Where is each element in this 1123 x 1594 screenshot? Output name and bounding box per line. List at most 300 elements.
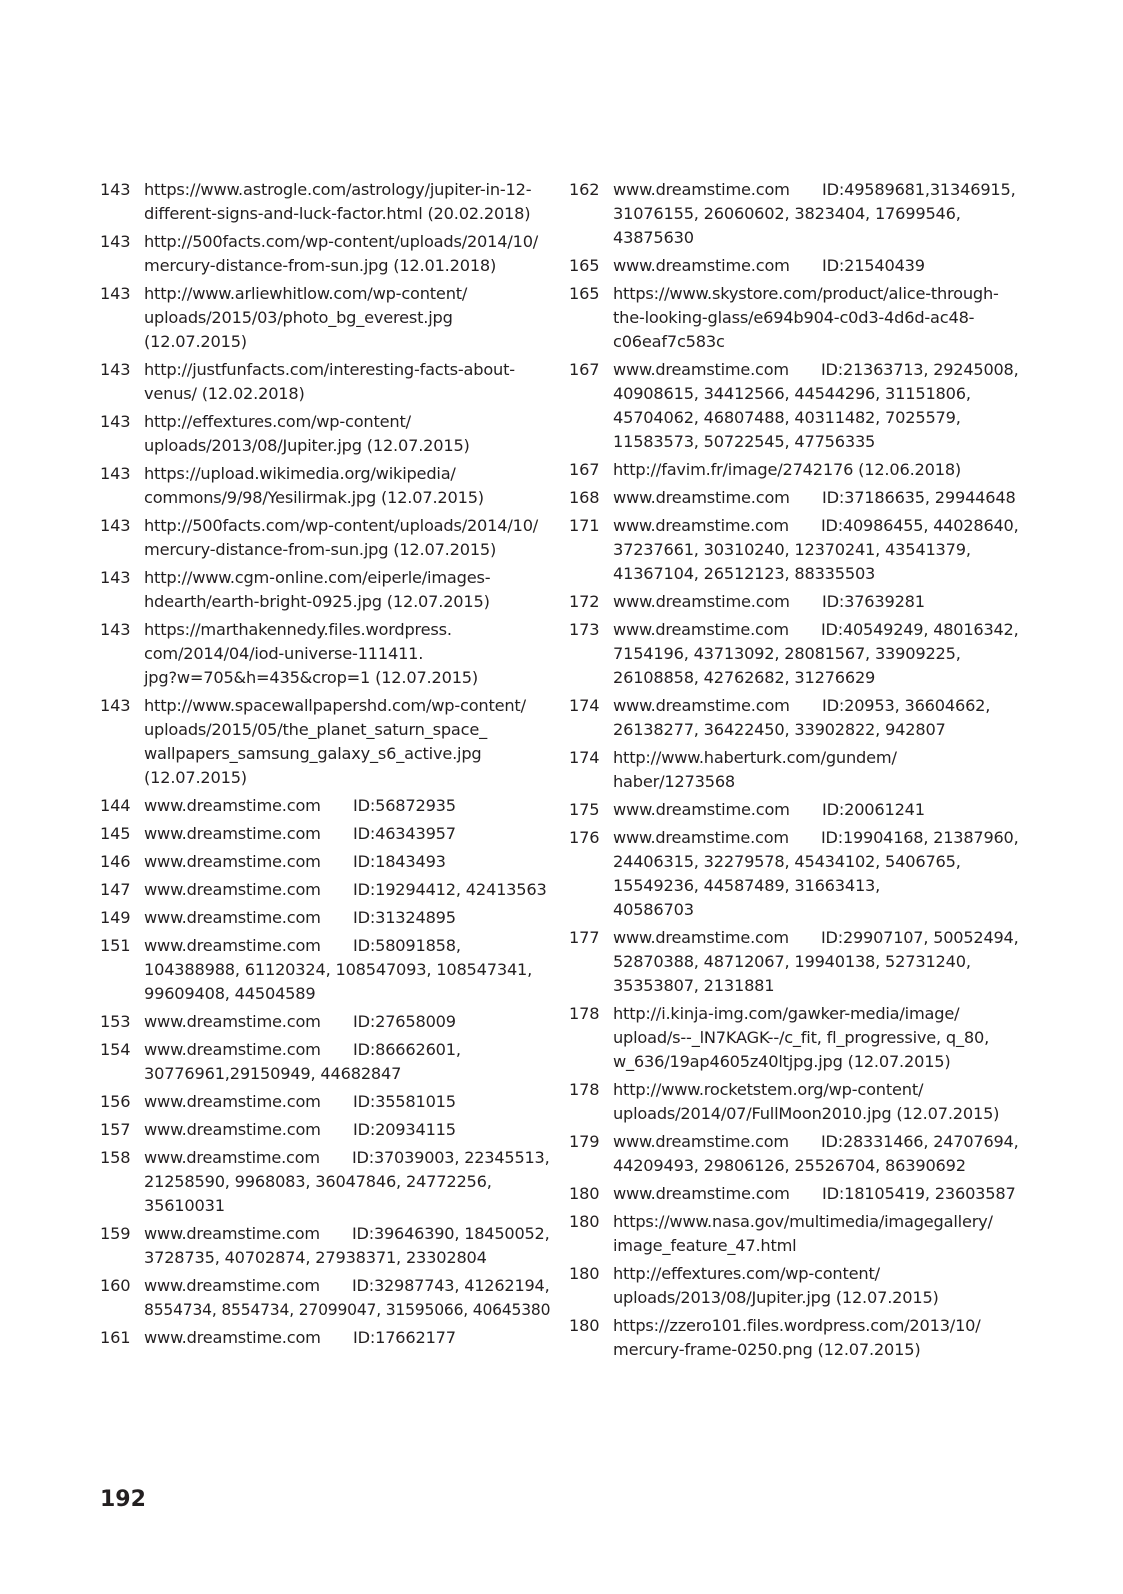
reference-line-text: 26138277, 36422450, 33902822, 942807 [613, 720, 946, 739]
page-ref-number: 178 [569, 1004, 600, 1023]
reference-line [613, 666, 1019, 690]
reference-line [144, 1090, 550, 1114]
reference-entry [569, 618, 1019, 690]
source-site: www.dreamstime.com [613, 800, 790, 819]
page-ref-number: 174 [569, 696, 600, 715]
reference-line-text: 31076155, 26060602, 3823404, 17699546, [613, 204, 961, 223]
reference-text [144, 1010, 550, 1034]
reference-line-text: mercury-distance-from-sun.jpg (12.01.2018) [144, 256, 497, 275]
reference-entry [100, 794, 550, 818]
reference-line [613, 430, 1019, 454]
source-site: www.dreamstime.com [144, 1040, 321, 1059]
reference-line [144, 934, 550, 958]
reference-line-text: http://www.arliewhitlow.com/wp-content/ [144, 284, 468, 303]
reference-line [144, 1146, 548, 1170]
reference-line [613, 1314, 1019, 1338]
reference-line-text: ID:49589681,31346915, [822, 180, 1016, 199]
reference-entry [100, 1326, 550, 1350]
reference-text [613, 798, 1019, 822]
reference-line [144, 202, 550, 226]
page-ref-number: 167 [569, 360, 600, 379]
reference-line [613, 590, 1019, 614]
reference-line [613, 1130, 1017, 1154]
reference-line [613, 282, 1019, 306]
page-ref-number: 160 [100, 1276, 131, 1295]
reference-line-text: 40586703 [613, 900, 694, 919]
reference-line [144, 1062, 550, 1086]
reference-text [613, 826, 1019, 922]
source-site: www.dreamstime.com [144, 1224, 320, 1243]
reference-line [613, 1154, 1019, 1178]
page-ref-number: 143 [100, 360, 131, 379]
reference-line-text: https://marthakennedy.files.wordpress. [144, 620, 452, 639]
reference-entry [100, 1274, 550, 1322]
reference-line-text: ID:18105419, 23603587 [822, 1184, 1016, 1203]
reference-entry [569, 282, 1019, 354]
page-number: 192 [100, 1487, 146, 1512]
reference-line-text: ID:17662177 [353, 1328, 456, 1347]
source-site: www.dreamstime.com [144, 1328, 321, 1347]
source-site: www.dreamstime.com [144, 1012, 321, 1031]
page-ref-number: 143 [100, 516, 131, 535]
reference-line-text: https://zzero101.files.wordpress.com/2013/10/ [613, 1316, 981, 1335]
reference-text [144, 822, 550, 846]
reference-line-text: 24406315, 32279578, 45434102, 5406765, [613, 852, 961, 871]
reference-line [613, 1338, 1019, 1362]
reference-line [144, 358, 550, 382]
reference-entry [100, 462, 550, 510]
reference-line-text: ID:86662601, [353, 1040, 461, 1059]
reference-text [613, 590, 1019, 614]
reference-line-text: ID:46343957 [353, 824, 456, 843]
reference-line [144, 718, 550, 742]
reference-entry [100, 514, 550, 562]
reference-line-text: http://www.cgm-online.com/eiperle/images- [144, 568, 491, 587]
reference-line-text: ID:39646390, 18450052, [351, 1224, 550, 1243]
reference-line [144, 178, 550, 202]
page-ref-number: 165 [569, 284, 600, 303]
reference-line [144, 618, 550, 642]
page-ref-number: 161 [100, 1328, 131, 1347]
reference-line [144, 382, 550, 406]
reference-line-text: different-signs-and-luck-factor.html (20.02.2018) [144, 204, 531, 223]
page-ref-number: 165 [569, 256, 600, 275]
page-ref-number: 143 [100, 620, 131, 639]
reference-line-text: 44209493, 29806126, 25526704, 86390692 [613, 1156, 966, 1175]
page-ref-number: 176 [569, 828, 600, 847]
reference-entry [569, 178, 1019, 250]
reference-line-text: http://i.kinja-img.com/gawker-media/image/ [613, 1004, 960, 1023]
source-site: www.dreamstime.com [613, 360, 789, 379]
page-ref-number: 143 [100, 284, 131, 303]
reference-line [144, 590, 550, 614]
reference-line-text: ID:31324895 [353, 908, 456, 927]
reference-line-text: uploads/2013/08/Jupiter.jpg (12.07.2015) [613, 1288, 939, 1307]
reference-line [144, 514, 550, 538]
reference-line [144, 1326, 550, 1350]
reference-entry [100, 1090, 550, 1114]
reference-line-text: ID:40549249, 48016342, [820, 620, 1019, 639]
reference-line [144, 306, 550, 330]
reference-line [144, 1010, 550, 1034]
reference-line [613, 926, 1017, 950]
reference-line [144, 230, 550, 254]
reference-line [613, 850, 1019, 874]
reference-line-text: ID:19904168, 21387960, [820, 828, 1019, 847]
reference-line-text: upload/s--_lN7KAGK--/c_fit, fl_progressive, q_80, [613, 1028, 990, 1047]
reference-entry [569, 514, 1019, 586]
reference-text [613, 694, 1019, 742]
reference-line [144, 538, 550, 562]
page-ref-number: 143 [100, 180, 131, 199]
reference-line [144, 906, 550, 930]
page-ref-number: 175 [569, 800, 600, 819]
reference-line-text: ID:56872935 [353, 796, 456, 815]
reference-line-text: ID:21363713, 29245008, [820, 360, 1019, 379]
reference-line-text: ID:37186635, 29944648 [822, 488, 1016, 507]
reference-line-text: c06eaf7c583c [613, 332, 725, 351]
reference-text [144, 1146, 550, 1218]
reference-line [613, 306, 1019, 330]
reference-entry [100, 410, 550, 458]
page-ref-number: 178 [569, 1080, 600, 1099]
reference-line-text: 30776961,29150949, 44682847 [144, 1064, 402, 1083]
reference-line [613, 642, 1019, 666]
reference-text [144, 1222, 550, 1270]
reference-line [613, 382, 1019, 406]
page-ref-number: 143 [100, 568, 131, 587]
reference-line-text: ID:32987743, 41262194, [351, 1276, 550, 1295]
source-site: www.dreamstime.com [144, 936, 321, 955]
reference-entry [100, 934, 550, 1006]
reference-entry [569, 1210, 1019, 1258]
source-site: www.dreamstime.com [613, 620, 789, 639]
reference-line [144, 254, 550, 278]
reference-line-text: haber/1273568 [613, 772, 736, 791]
reference-text [144, 178, 550, 226]
reference-entry [569, 746, 1019, 794]
page-ref-number: 180 [569, 1316, 600, 1335]
reference-line-text: ID:35581015 [353, 1092, 456, 1111]
reference-line [613, 974, 1019, 998]
page-ref-number: 162 [569, 180, 600, 199]
reference-line-text: 104388988, 61120324, 108547093, 108547341, [144, 960, 533, 979]
reference-line-text: uploads/2013/08/Jupiter.jpg (12.07.2015) [144, 436, 470, 455]
page-ref-number: 167 [569, 460, 600, 479]
reference-line [144, 822, 550, 846]
reference-line [144, 958, 550, 982]
reference-line-text: ID:29907107, 50052494, [820, 928, 1019, 947]
source-site: www.dreamstime.com [613, 928, 789, 947]
reference-text [144, 462, 550, 510]
source-site: www.dreamstime.com [144, 908, 321, 927]
reference-text [144, 410, 550, 458]
reference-text [144, 514, 550, 562]
reference-line [613, 826, 1017, 850]
reference-line [613, 562, 1019, 586]
reference-line [613, 1262, 1019, 1286]
source-site: www.dreamstime.com [144, 824, 321, 843]
reference-line [144, 766, 550, 790]
reference-line [613, 1026, 1019, 1050]
reference-entry [100, 566, 550, 614]
reference-line-text: 7154196, 43713092, 28081567, 33909225, [613, 644, 961, 663]
reference-line [613, 1078, 1019, 1102]
reference-line-text: 37237661, 30310240, 12370241, 43541379, [613, 540, 971, 559]
reference-line-text: (12.07.2015) [144, 332, 247, 351]
reference-text [613, 458, 1019, 482]
reference-text [613, 1314, 1019, 1362]
reference-line-text: ID:1843493 [353, 852, 446, 871]
reference-line-text: com/2014/04/iod-universe-111411. [144, 644, 424, 663]
source-site: www.dreamstime.com [613, 516, 789, 535]
reference-line [613, 898, 1019, 922]
reference-text [613, 282, 1019, 354]
reference-entry [100, 230, 550, 278]
reference-line [144, 1038, 550, 1062]
page-ref-number: 177 [569, 928, 600, 947]
reference-line [144, 642, 550, 666]
reference-line-text: commons/9/98/Yesilirmak.jpg (12.07.2015) [144, 488, 484, 507]
reference-line-text: https://www.nasa.gov/multimedia/imagegallery/ [613, 1212, 993, 1231]
reference-line-text: venus/ (12.02.2018) [144, 384, 305, 403]
reference-text [144, 1274, 550, 1322]
reference-entry [569, 358, 1019, 454]
reference-line [613, 202, 1019, 226]
reference-line-text: ID:37639281 [822, 592, 925, 611]
reference-line [144, 666, 550, 690]
reference-line-text: ID:20953, 36604662, [822, 696, 991, 715]
reference-line [144, 878, 550, 902]
reference-line-text: uploads/2014/07/FullMoon2010.jpg (12.07.2015) [613, 1104, 1000, 1123]
reference-line [144, 486, 550, 510]
source-site: www.dreamstime.com [144, 1276, 320, 1295]
source-site: www.dreamstime.com [613, 1132, 789, 1151]
reference-line-text: wallpapers_samsung_galaxy_s6_active.jpg [144, 744, 482, 763]
page-ref-number: 143 [100, 412, 131, 431]
reference-line-text: ID:20934115 [353, 1120, 456, 1139]
page-ref-number: 159 [100, 1224, 131, 1243]
reference-text [613, 618, 1019, 690]
reference-line-text: 99609408, 44504589 [144, 984, 316, 1003]
source-site: www.dreamstime.com [144, 1148, 320, 1167]
reference-line [613, 798, 1019, 822]
page-ref-number: 156 [100, 1092, 131, 1111]
reference-entry [100, 282, 550, 354]
reference-entry [100, 878, 550, 902]
reference-line-text: ID:19294412, 42413563 [353, 880, 547, 899]
reference-line-text: 43875630 [613, 228, 694, 247]
source-site: www.dreamstime.com [144, 852, 321, 871]
reference-line [613, 538, 1019, 562]
reference-line-text: https://upload.wikimedia.org/wikipedia/ [144, 464, 456, 483]
reference-entry [100, 618, 550, 690]
reference-line [613, 330, 1019, 354]
reference-entry [100, 358, 550, 406]
reference-line [613, 1102, 1019, 1126]
reference-text [144, 934, 550, 1006]
reference-line-text: https://www.skystore.com/product/alice-through- [613, 284, 999, 303]
reference-line-text: mercury-frame-0250.png (12.07.2015) [613, 1340, 921, 1359]
right-reference-column [569, 178, 1019, 1366]
reference-line [144, 434, 550, 458]
reference-line-text: 52870388, 48712067, 19940138, 52731240, [613, 952, 971, 971]
reference-line-text: 15549236, 44587489, 31663413, [613, 876, 881, 895]
reference-text [144, 566, 550, 614]
reference-line [144, 462, 550, 486]
reference-entry [100, 1118, 550, 1142]
reference-text [144, 694, 550, 790]
reference-entry [569, 926, 1019, 998]
reference-line [144, 1274, 548, 1298]
reference-line-text: ID:58091858, [353, 936, 461, 955]
reference-text [144, 794, 550, 818]
page-ref-number: 180 [569, 1264, 600, 1283]
reference-entry [569, 1002, 1019, 1074]
reference-entry [569, 694, 1019, 742]
reference-line [144, 982, 550, 1006]
reference-line-text: ID:37039003, 22345513, [351, 1148, 550, 1167]
reference-line [613, 1210, 1019, 1234]
reference-line [613, 1234, 1019, 1258]
reference-line-text: http://effextures.com/wp-content/ [144, 412, 411, 431]
reference-line [144, 1170, 550, 1194]
reference-line [613, 1182, 1019, 1206]
reference-line [613, 1050, 1019, 1074]
reference-entry [569, 486, 1019, 510]
page-ref-number: 143 [100, 464, 131, 483]
page-ref-number: 149 [100, 908, 131, 927]
reference-entry [569, 1078, 1019, 1126]
page-ref-number: 174 [569, 748, 600, 767]
page-ref-number: 172 [569, 592, 600, 611]
reference-text [144, 1326, 550, 1350]
page-ref-number: 180 [569, 1212, 600, 1231]
page-ref-number: 143 [100, 696, 131, 715]
reference-entry [100, 906, 550, 930]
reference-text [613, 926, 1019, 998]
reference-text [613, 746, 1019, 794]
source-site: www.dreamstime.com [613, 828, 789, 847]
reference-line [144, 330, 550, 354]
reference-line [144, 566, 550, 590]
reference-entry [569, 1262, 1019, 1310]
reference-line-text: 8554734, 8554734, 27099047, 31595066, 40645380 [144, 1300, 551, 1319]
reference-text [144, 1118, 550, 1142]
reference-entry [569, 590, 1019, 614]
reference-entry [569, 1130, 1019, 1178]
page-ref-number: 144 [100, 796, 131, 815]
reference-line-text: 40908615, 34412566, 44544296, 31151806, [613, 384, 971, 403]
reference-line-text: ID:27658009 [353, 1012, 456, 1031]
reference-line [144, 1194, 550, 1218]
reference-text [613, 178, 1019, 250]
source-site: www.dreamstime.com [613, 592, 790, 611]
reference-line-text: mercury-distance-from-sun.jpg (12.07.2015) [144, 540, 497, 559]
reference-line-text: http://justfunfacts.com/interesting-facts-about- [144, 360, 515, 379]
reference-line [613, 178, 1019, 202]
source-site: www.dreamstime.com [613, 180, 790, 199]
reference-line-text: http://www.haberturk.com/gundem/ [613, 748, 897, 767]
reference-line [613, 514, 1017, 538]
source-site: www.dreamstime.com [613, 488, 790, 507]
reference-line-text: http://favim.fr/image/2742176 (12.06.2018) [613, 460, 962, 479]
reference-text [613, 486, 1019, 510]
left-reference-column [100, 178, 550, 1354]
reference-entry [100, 822, 550, 846]
source-site: www.dreamstime.com [144, 796, 321, 815]
reference-text [613, 514, 1019, 586]
reference-text [144, 282, 550, 354]
reference-text [144, 850, 550, 874]
reference-entry [569, 1182, 1019, 1206]
reference-text [144, 1038, 550, 1086]
reference-line-text: https://www.astrogle.com/astrology/jupiter-in-12- [144, 180, 532, 199]
reference-entry [569, 254, 1019, 278]
reference-line [144, 850, 550, 874]
reference-line [613, 406, 1019, 430]
reference-line [144, 742, 550, 766]
reference-line-text: 45704062, 46807488, 40311482, 7025579, [613, 408, 961, 427]
reference-text [144, 618, 550, 690]
reference-line [613, 618, 1017, 642]
reference-line-text: http://www.spacewallpapershd.com/wp-content/ [144, 696, 526, 715]
reference-text [613, 1210, 1019, 1258]
source-site: www.dreamstime.com [144, 880, 321, 899]
page-ref-number: 171 [569, 516, 600, 535]
reference-text [613, 358, 1019, 454]
reference-entry [100, 850, 550, 874]
reference-line [613, 1002, 1019, 1026]
reference-entry [100, 694, 550, 790]
source-site: www.dreamstime.com [613, 256, 790, 275]
reference-line [144, 410, 550, 434]
reference-line-text: image_feature_47.html [613, 1236, 797, 1255]
reference-line-text: 3728735, 40702874, 27938371, 23302804 [144, 1248, 487, 1267]
page-ref-number: 179 [569, 1132, 600, 1151]
reference-line [613, 358, 1017, 382]
reference-line [613, 770, 1019, 794]
reference-line [613, 718, 1019, 742]
reference-line [613, 746, 1019, 770]
reference-line-text: http://500facts.com/wp-content/uploads/2014/10/ [144, 232, 539, 251]
reference-line [144, 1118, 550, 1142]
reference-line-text: http://500facts.com/wp-content/uploads/2014/10/ [144, 516, 539, 535]
reference-line-text: ID:28331466, 24707694, [820, 1132, 1019, 1151]
reference-line-text: (12.07.2015) [144, 768, 247, 787]
reference-entry [100, 1146, 550, 1218]
reference-text [613, 1262, 1019, 1310]
reference-text [613, 254, 1019, 278]
reference-line-text: jpg?w=705&h=435&crop=1 (12.07.2015) [144, 668, 479, 687]
source-site: www.dreamstime.com [613, 1184, 790, 1203]
reference-line-text: http://effextures.com/wp-content/ [613, 1264, 880, 1283]
page-ref-number: 147 [100, 880, 131, 899]
reference-text [144, 230, 550, 278]
page-ref-number: 154 [100, 1040, 131, 1059]
reference-line-text: ID:40986455, 44028640, [820, 516, 1019, 535]
reference-text [613, 1002, 1019, 1074]
reference-line [144, 1246, 550, 1270]
reference-line [144, 282, 550, 306]
reference-line [613, 950, 1019, 974]
reference-entry [569, 1314, 1019, 1362]
reference-text [144, 878, 550, 902]
reference-line [144, 794, 550, 818]
reference-line-text: 26108858, 42762682, 31276629 [613, 668, 876, 687]
page-ref-number: 180 [569, 1184, 600, 1203]
page-ref-number: 173 [569, 620, 600, 639]
